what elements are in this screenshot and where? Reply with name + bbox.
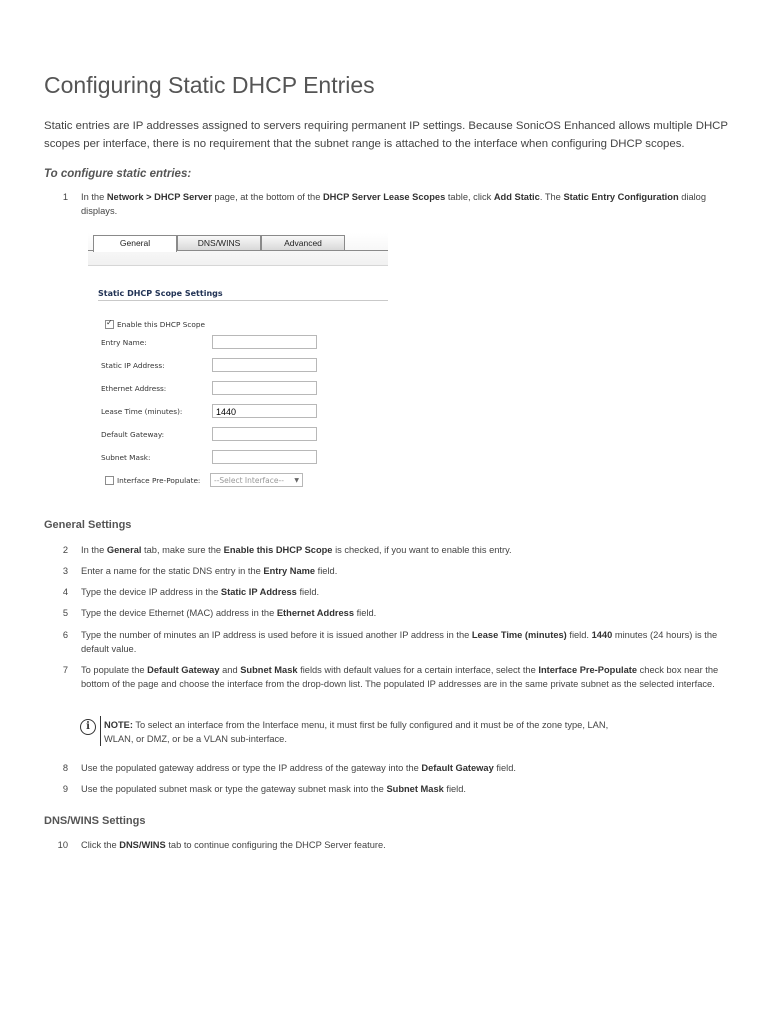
step-bold: Static IP Address: [220, 587, 297, 597]
step-text: tab, make sure the: [141, 545, 224, 555]
step-bold: Add Static: [493, 192, 540, 202]
chevron-down-icon: ▼: [294, 477, 299, 484]
step-text: Use the populated subnet mask or type the gateway subnet mask into the: [81, 784, 387, 794]
step-text: . The: [539, 192, 564, 202]
static-ip-row: [88, 358, 388, 374]
prepopulate-label: Interface Pre-Populate:: [117, 476, 201, 485]
step-text: In the: [81, 545, 107, 555]
step-bold: Default Gateway: [421, 763, 494, 773]
step-bold: Ethernet Address: [276, 608, 355, 618]
step-text: and: [219, 665, 241, 675]
section-divider: [98, 300, 388, 301]
lease-time-label: Lease Time (minutes):: [101, 407, 183, 416]
step-number: 2: [62, 545, 68, 555]
step-text: tab to continue configuring the DHCP Server feature.: [165, 840, 386, 850]
ethernet-address-row: [88, 381, 388, 397]
step-text: field.: [493, 763, 516, 773]
step-bold: Interface Pre-Populate: [538, 665, 638, 675]
step-bold: Lease Time (minutes): [471, 630, 567, 640]
step-number: 5: [62, 608, 68, 618]
ethernet-address-label: Ethernet Address:: [101, 384, 167, 393]
subnet-mask-row: [88, 450, 388, 466]
step-text: Type the device Ethernet (MAC) address in the: [81, 608, 277, 618]
entry-name-row: [88, 335, 388, 351]
step-text: table, click: [445, 192, 494, 202]
step-text: field.: [315, 566, 338, 576]
step-text: Type the number of minutes an IP address is used before it is issued another IP address in the: [81, 630, 472, 640]
step-text: field.: [354, 608, 377, 618]
static-ip-input[interactable]: [212, 358, 317, 372]
enable-scope-checkbox[interactable]: [105, 320, 114, 329]
note-text: To select an interface from the Interface menu, it must first be fully configured and it must be of the zone type, LAN, WLAN, or DMZ, or be a VLAN sub-interface.: [104, 720, 609, 744]
step-bold: DHCP Server Lease Scopes: [322, 192, 446, 202]
entry-name-input[interactable]: [212, 335, 317, 349]
step-number: 10: [57, 840, 68, 850]
step-number: 6: [62, 630, 68, 640]
step-bold: DNS/WINS: [119, 840, 166, 850]
note-box: [80, 716, 730, 746]
step-text: field.: [443, 784, 467, 794]
tab-general[interactable]: General: [93, 235, 177, 252]
step-number: 1: [62, 192, 68, 202]
note-label: NOTE:: [104, 720, 133, 730]
step-text: Use the populated gateway address or type the IP address of the gateway into the: [81, 763, 422, 773]
intro-paragraph: Static entries are IP addresses assigned to servers requiring permanent IP settings. Because SonicOS Enhanced allows multiple DHCP scopes per interface, there is no requirement that the subnet range is attached to the interface when configuring DHCP scopes.: [44, 120, 728, 150]
section-title: Static DHCP Scope Settings: [98, 289, 223, 298]
step-bold: 1440: [591, 630, 613, 640]
page-title: Configuring Static DHCP Entries: [44, 72, 375, 98]
subnet-mask-input[interactable]: [212, 450, 317, 464]
tab-advanced[interactable]: Advanced: [261, 235, 345, 250]
general-settings-heading: General Settings: [44, 519, 132, 531]
static-entry-dialog: [88, 233, 388, 493]
interface-select[interactable]: [210, 473, 303, 487]
dns-wins-settings-heading: DNS/WINS Settings: [44, 815, 146, 827]
lease-time-row: [88, 404, 388, 420]
enable-row: [88, 317, 388, 333]
step-bold: Default Gateway: [147, 665, 220, 675]
step-number: 9: [62, 784, 68, 794]
step-text: field.: [566, 630, 592, 640]
step-bold: Enable this DHCP Scope: [223, 545, 333, 555]
tab-strip: [88, 233, 388, 266]
step-text: dialog displays.: [81, 192, 707, 216]
step-text: minutes (24 hours) is the default value.: [81, 630, 718, 654]
subnet-mask-label: Subnet Mask:: [101, 453, 151, 462]
step-text: fields with default values for a certain interface, select the: [297, 665, 539, 675]
step-text: check box near the bottom of the page and choose the interface from the drop-down list. The populated IP addresses are in the same private subnet as the selected interface.: [81, 665, 719, 689]
step-text: field.: [296, 587, 320, 597]
step-text: In the: [81, 192, 107, 202]
step-bold: Entry Name: [263, 566, 316, 576]
step-number: 3: [62, 566, 68, 576]
step-text: Type the device IP address in the: [81, 587, 221, 597]
prepopulate-row: [88, 473, 388, 489]
procedure-heading: To configure static entries:: [44, 168, 192, 180]
step-text: page, at the bottom of the: [211, 192, 323, 202]
tab-dns-wins[interactable]: DNS/WINS: [177, 235, 261, 250]
default-gateway-row: [88, 427, 388, 443]
info-icon: i: [80, 719, 96, 735]
entry-name-label: Entry Name:: [101, 338, 147, 347]
step-number: 8: [62, 763, 68, 773]
note-bar: [100, 716, 101, 746]
enable-scope-label: Enable this DHCP Scope: [117, 320, 205, 329]
step-text: Enter a name for the static DNS entry in the: [81, 566, 264, 576]
interface-select-value: --Select Interface--: [214, 476, 284, 485]
step-bold: Subnet Mask: [240, 665, 298, 675]
step-bold: Subnet Mask: [386, 784, 444, 794]
step-number: 4: [62, 587, 68, 597]
step-bold: Static Entry Configuration: [563, 192, 679, 202]
step-text: Click the: [81, 840, 120, 850]
prepopulate-checkbox[interactable]: [105, 476, 114, 485]
step-text: is checked, if you want to enable this entry.: [332, 545, 512, 555]
lease-time-input[interactable]: 1440: [212, 404, 317, 418]
step-text: To populate the: [81, 665, 148, 675]
step-bold: General: [106, 545, 142, 555]
default-gateway-input[interactable]: [212, 427, 317, 441]
ethernet-address-input[interactable]: [212, 381, 317, 395]
step-number: 7: [62, 665, 68, 675]
step-bold: Network > DHCP Server: [106, 192, 212, 202]
static-ip-label: Static IP Address:: [101, 361, 165, 370]
default-gateway-label: Default Gateway:: [101, 430, 165, 439]
